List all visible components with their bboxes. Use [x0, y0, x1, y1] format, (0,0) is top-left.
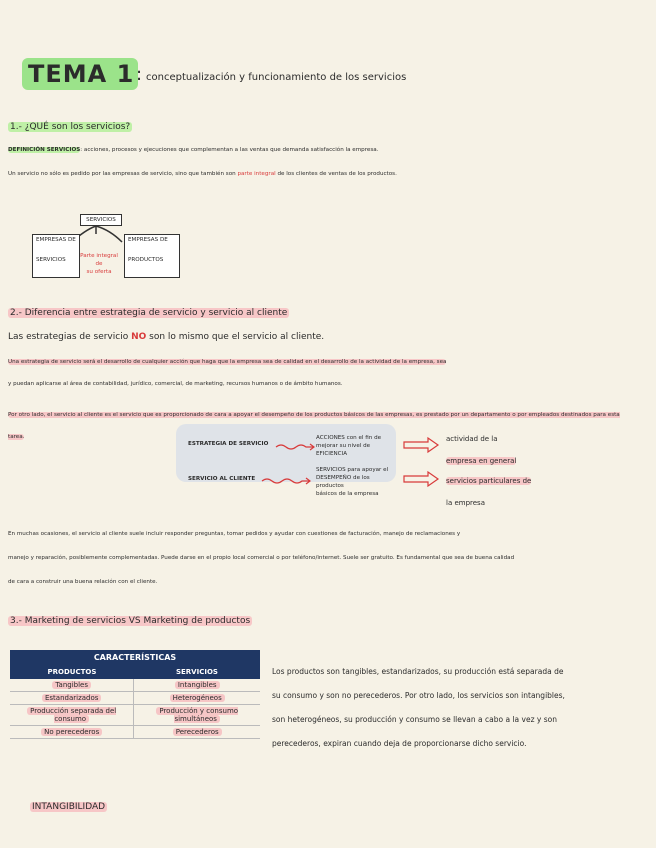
- strategy-squiggle-arrow: [276, 442, 316, 452]
- intangibility-heading: INTANGIBILIDAD: [32, 802, 106, 812]
- integral-part-highlight: parte integral: [237, 171, 276, 177]
- diagram-service-companies-box: EMPRESAS DE SERVICIOS: [32, 234, 80, 278]
- no-emphasis: NO: [131, 332, 147, 342]
- section-1-title: 1.- ¿QUÉ son los servicios?: [10, 122, 131, 132]
- title-block: [22, 58, 632, 98]
- strategy-result: actividad de la empresa en general: [446, 435, 517, 465]
- strategy-label: ESTRATEGIA DE SERVICIO: [188, 441, 269, 447]
- page-subtitle: conceptualización y funcionamiento de los servicios: [146, 72, 407, 83]
- customer-service-description: SERVICIOS para apoyar el DESEMPEÑO de los productos básicos de la empresa: [316, 467, 389, 497]
- table-row: Estandarizados Heterogéneos: [10, 692, 260, 705]
- section-2-para-2: Por otro lado, el servicio al cliente es el servicio que es proporcionado de cara a apoyar el desempeño de los productos básicos de las empresas, es prestado por un departamento o por empleados destinados para esta tarea.: [8, 412, 620, 440]
- strategy-result-arrow: [404, 438, 440, 452]
- section-2-subtitle: Las estrategias de servicio NO son lo mismo que el servicio al cliente.: [8, 332, 325, 342]
- page-title: TEMA 1: [28, 60, 135, 88]
- definition-line: [8, 146, 628, 154]
- customer-service-label: SERVICIO AL CLIENTE: [188, 476, 256, 482]
- services-intro-line: Un servicio no sólo es pedido por las empresas de servicio, sino que también son parte integral de los clientes de ventas de los productos.: [8, 171, 397, 177]
- definition-label: DEFINICIÓN SERVICIOS: [8, 147, 81, 153]
- section-2-para-1b: y puedan aplicarse al área de contabilidad, jurídico, comercial, de marketing, recursos humanos o de ámbito humanos.: [8, 381, 343, 387]
- section-3-title: 3.- Marketing de servicios VS Marketing de productos: [10, 616, 251, 626]
- characteristics-table: [10, 650, 260, 739]
- section-2-para-1: Una estrategia de servicio será el desarrollo de cualquier acción que haga que la empresa sea de calidad en el desarrollo de la actividad de la empresa, sea: [8, 359, 447, 365]
- services-diagram: [30, 212, 190, 282]
- table-header-products: PRODUCTOS: [10, 665, 134, 679]
- diagram-services-box: SERVICIOS: [80, 214, 122, 226]
- section-3-text: Los productos son tangibles, estandarizados, su producción está separada de su consumo y son no perecederos. Por otro lado, los servicios son intangibles, son heterogéneos, su producción y consumo se llevan a cabo a la vez y son perecederos, expiran cuando deja de proporcionarse dicho servicio.: [272, 667, 565, 748]
- diagram-integral-part-label: Parte integral de su oferta: [80, 253, 118, 275]
- table-row: No perecederos Perecederos: [10, 726, 260, 739]
- table-header-services: SERVICIOS: [134, 665, 260, 679]
- customer-service-squiggle-arrow: [262, 476, 312, 486]
- strategy-description: ACCIONES con el fin de mejorar su nivel de EFICIENCIA: [316, 435, 382, 457]
- title-colon: :: [136, 64, 143, 85]
- diagram-product-companies-box: EMPRESAS DE PRODUCTOS: [124, 234, 180, 278]
- customer-service-result: servicios particulares de la empresa: [446, 477, 532, 507]
- definition-text: : acciones, procesos y ejecuciones que complementan a las ventas que demanda satisfacción la empresa.: [80, 147, 379, 153]
- table-caption: CARACTERÍSTICAS: [10, 650, 260, 665]
- customer-service-result-arrow: [404, 472, 440, 486]
- section-2-para-3: En muchas ocasiones, el servicio al cliente suele incluir responder preguntas, tomar pedidos y ayudar con cuestiones de facturación, manejo de reclamaciones y manejo y reparación, posiblemente complementadas. Puede darse en el propio local comercial o por teléfono/internet. Suele ser gratuito. Es fundamental que sea de buena calidad de cara a construir una buena relación con el cliente.: [8, 531, 515, 585]
- table-row: Producción separada del consumo Producción y consumo simultáneos: [10, 705, 260, 726]
- section-2-title: 2.- Diferencia entre estrategia de servicio y servicio al cliente: [10, 308, 288, 318]
- table-row: Tangibles Intangibles: [10, 679, 260, 692]
